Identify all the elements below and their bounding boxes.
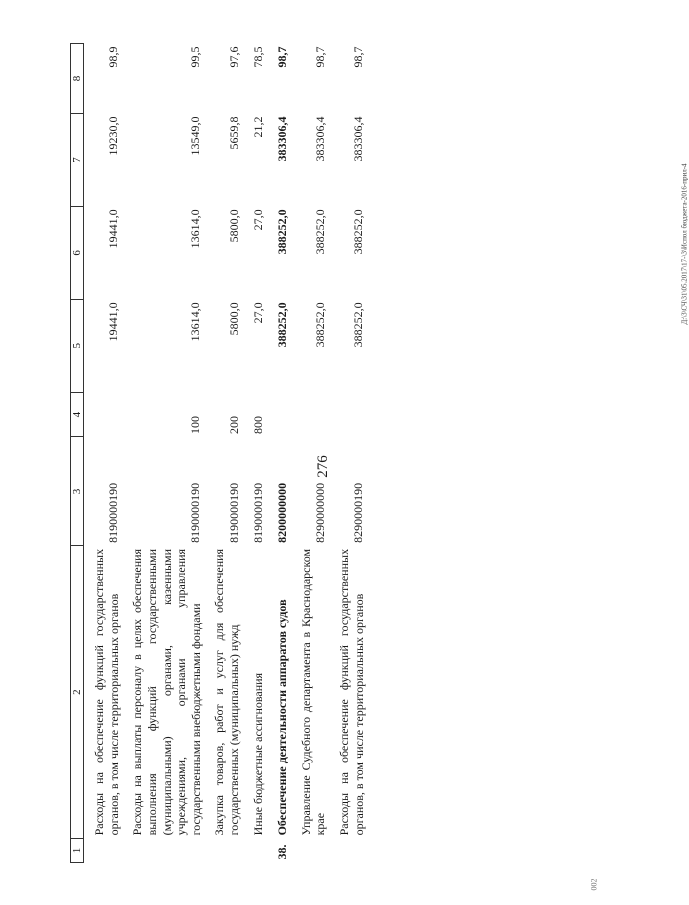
- planned-amount: 27,0: [250, 209, 265, 231]
- approved-amount: 388252,0: [351, 302, 366, 348]
- header-cell: 5: [71, 299, 84, 392]
- table-row: [329, 44, 367, 863]
- table-row: [122, 44, 204, 863]
- expense-type-code: [291, 392, 329, 437]
- approved-amount: 13614,0: [188, 302, 203, 342]
- header-cell: 4: [71, 392, 84, 437]
- header-cell: 7: [71, 114, 84, 207]
- execution-percent: 97,6: [226, 46, 241, 68]
- execution-percent: 98,7: [351, 46, 366, 68]
- row-number: [204, 838, 242, 862]
- executed-amount: 13549,0: [188, 116, 203, 156]
- table-row: [291, 44, 329, 863]
- row-number: [122, 838, 204, 862]
- expense-type-code: 800: [250, 415, 265, 434]
- budget-table: [70, 43, 367, 863]
- expense-name: Расходы на выплаты персоналу в целях обеспечения выполнения функций государственными (муниципальными) органами, казенными учреждениями, органами управления государственными внебюджетными фондами: [130, 548, 203, 836]
- header-cell: 6: [71, 206, 84, 299]
- executed-amount: 383306,4: [274, 116, 289, 162]
- row-number: [243, 838, 267, 862]
- approved-amount: 388252,0: [312, 302, 327, 348]
- approved-amount: 27,0: [250, 302, 265, 324]
- execution-percent: 98,9: [106, 46, 121, 68]
- row-number: [84, 838, 123, 862]
- expense-name: Расходы на обеспечение функций государственных органов, в том числе территориальных органов: [336, 548, 366, 836]
- target-article-code: 8190000190: [106, 482, 121, 543]
- expense-type-code: [329, 392, 367, 437]
- target-article-code: 8290000190: [351, 482, 366, 543]
- expense-type-code: 100: [188, 415, 203, 434]
- planned-amount: 388252,0: [312, 209, 327, 255]
- planned-amount: 388252,0: [351, 209, 366, 255]
- planned-amount: 13614,0: [188, 209, 203, 249]
- expense-name: Иные бюджетные ассигнования: [250, 672, 265, 836]
- approved-amount: 388252,0: [274, 302, 289, 348]
- expense-name: Закупка товаров, работ и услуг для обеспечения государственных (муниципальных) нужд: [212, 548, 241, 836]
- executed-amount: 21,2: [250, 116, 265, 138]
- approved-amount: 5800,0: [226, 302, 241, 336]
- executed-amount: 5659,8: [226, 116, 241, 150]
- table-row: [267, 44, 291, 863]
- target-article-code: 8190000190: [188, 482, 203, 543]
- row-number: [291, 838, 329, 862]
- footer-file-path: Д:\3\СЧ\31\05.2017\17-\3\Испол бюджета-2016-прил-4: [680, 163, 689, 325]
- table-header-row: [71, 44, 84, 863]
- page-number: 276: [314, 455, 331, 478]
- expense-type-code: [267, 392, 291, 437]
- target-article-code: 8290000000: [312, 482, 327, 543]
- header-cell: 1: [71, 838, 84, 862]
- execution-percent: 98,7: [274, 46, 289, 68]
- expense-name: Расходы на обеспечение функций государственных органов, в том числе территориальных органов: [92, 548, 121, 836]
- header-cell: 8: [71, 44, 84, 114]
- planned-amount: 19441,0: [106, 209, 121, 249]
- target-article-code: 8200000000: [274, 482, 289, 543]
- expense-type-code: [84, 392, 123, 437]
- planned-amount: 388252,0: [274, 209, 289, 255]
- header-cell: 2: [71, 546, 84, 839]
- expense-name: Управление Судебного департамента в Краснодарском крае: [298, 548, 328, 836]
- target-article-code: 8190000190: [250, 482, 265, 543]
- expense-type-code: 200: [226, 415, 241, 434]
- table-row: [204, 44, 242, 863]
- execution-percent: 99,5: [188, 46, 203, 68]
- table-row: [84, 44, 123, 863]
- rotated-page-content: [70, 43, 570, 863]
- row-number: 38.: [274, 844, 289, 860]
- planned-amount: 5800,0: [226, 209, 241, 243]
- row-number: [329, 838, 367, 862]
- executed-amount: 19230,0: [106, 116, 121, 156]
- execution-percent: 78,5: [250, 46, 265, 68]
- target-article-code: 8190000190: [226, 482, 241, 543]
- executed-amount: 383306,4: [312, 116, 327, 162]
- table-row: [243, 44, 267, 863]
- execution-percent: 98,7: [312, 46, 327, 68]
- header-cell: 3: [71, 437, 84, 546]
- expense-name: Обеспечение деятельности аппаратов судов: [274, 599, 289, 836]
- approved-amount: 19441,0: [106, 302, 121, 342]
- corner-mark: 002: [589, 878, 599, 891]
- executed-amount: 383306,4: [351, 116, 366, 162]
